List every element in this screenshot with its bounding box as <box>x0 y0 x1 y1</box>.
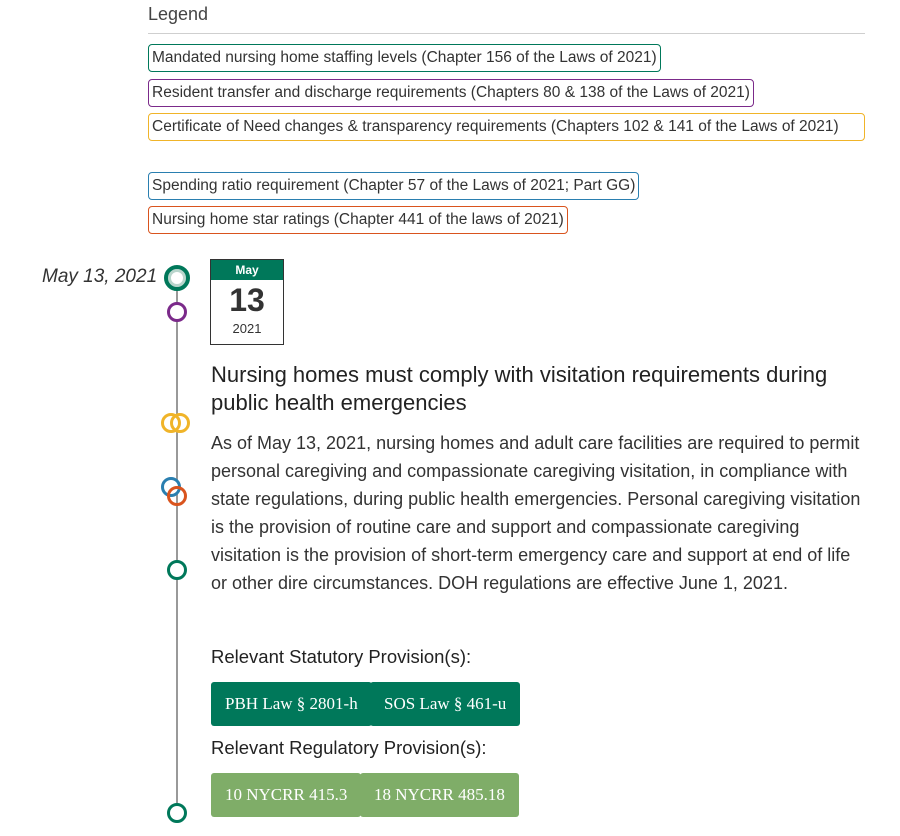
timeline-line <box>176 287 178 810</box>
legend-title: Legend <box>148 4 865 34</box>
event-title: Nursing homes must comply with visitation requirements during public health emergencies <box>211 362 828 415</box>
statutory-provisions-heading: Relevant Statutory Provision(s): <box>211 646 472 667</box>
timeline-marker-current[interactable] <box>164 265 190 291</box>
regulatory-provision-button[interactable]: 10 NYCRR 415.3 <box>211 773 361 817</box>
calendar-year: 2021 <box>232 321 262 336</box>
timeline-marker-star-ratings[interactable] <box>167 486 187 506</box>
legend-item-transfer: Resident transfer and discharge requirements (Chapters 80 & 138 of the Laws of 2021) <box>148 79 754 107</box>
regulatory-provisions-heading: Relevant Regulatory Provision(s): <box>211 737 487 758</box>
calendar-badge <box>210 259 284 345</box>
legend-item-star-ratings: Nursing home star ratings (Chapter 441 of the laws of 2021) <box>148 206 568 234</box>
timeline-marker-certificate-b[interactable] <box>170 413 190 433</box>
timeline-date-label: May 13, 2021 <box>42 266 158 287</box>
calendar-month: May <box>211 260 283 280</box>
timeline-marker-staffing[interactable] <box>167 560 187 580</box>
calendar-day: 13 <box>229 282 265 318</box>
event-body: As of May 13, 2021, nursing homes and adult care facilities are required to permit personal caregiving and compassionate caregiving visitation, in compliance with state regulations, during public health emergencies. Personal caregiving visitation is the provision of routine care and support and compassionate caregiving visitation is the provision of short-term emergency care and support at end of life or other dire circumstances. DOH regulations are effective June 1, 2021. <box>211 433 861 593</box>
legend-item-certificate-of-need: Certificate of Need changes & transparency requirements (Chapters 102 & 141 of the Laws of 2021) <box>148 113 865 141</box>
timeline-marker-transfer[interactable] <box>167 302 187 322</box>
legend-item-staffing: Mandated nursing home staffing levels (Chapter 156 of the Laws of 2021) <box>148 44 661 72</box>
statutory-provision-button[interactable]: SOS Law § 461-u <box>370 682 520 726</box>
timeline-marker-staffing-next[interactable] <box>167 803 187 823</box>
regulatory-provision-button[interactable]: 18 NYCRR 485.18 <box>360 773 519 817</box>
statutory-provision-button[interactable]: PBH Law § 2801-h <box>211 682 372 726</box>
legend-item-spending-ratio: Spending ratio requirement (Chapter 57 of the Laws of 2021; Part GG) <box>148 172 639 200</box>
